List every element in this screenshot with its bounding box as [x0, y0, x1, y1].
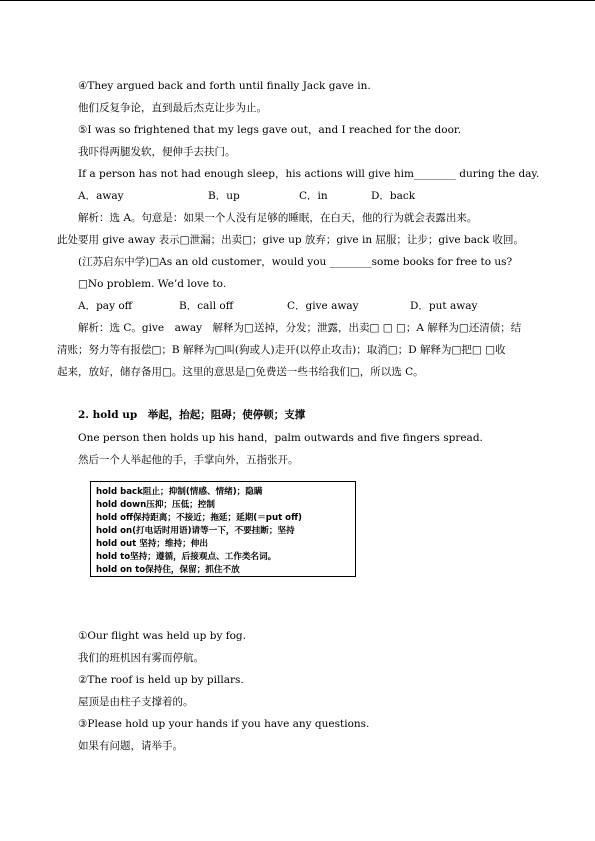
option-d: D．put away	[410, 300, 478, 312]
option-a: A．pay off	[78, 300, 133, 312]
phrase-hold-to: hold to坚持；遵循，后接观点、工作类名词。	[96, 552, 277, 562]
question-2-analysis-cont-2: 起来，放好，储存备用□。这里的意思是□免费送一些书给我们□，所以选 C。	[57, 366, 424, 378]
phrase-hold-back: hold back阻止；抑制(情感、情绪)；隐瞒	[96, 487, 263, 497]
example-5-english: ⑤I was so frightened that my legs gave out，and I reached for the door.	[78, 124, 462, 136]
example-5-chinese: 我吓得两腿发软，便伸手去扶门。	[78, 146, 236, 158]
option-c: C．give away	[287, 300, 359, 312]
question-1-analysis-cont: 此处要用 give away 表示□泄漏；出卖□；give up 放弃；give in 屈服；让步；give back 收回。	[57, 234, 525, 246]
phrase-hold-on: hold on(打电话时用语)请等一下，不要挂断；坚持	[96, 526, 295, 536]
question-2-text: (江苏启东中学)□As an old customer，would you ________some books for free to us?	[78, 256, 513, 268]
hold-up-example-chinese: 然后一个人举起他的手，手掌向外，五指张开。	[78, 454, 299, 466]
phrase-hold-out: hold out 坚持；维持；伸出	[96, 539, 208, 549]
hold-up-example-3-chinese: 如果有问题，请举手。	[78, 740, 183, 752]
hold-up-example-english: One person then holds up his hand，palm outwards and five fingers spread.	[78, 432, 483, 444]
question-1-text: If a person has not had enough sleep，his actions will give him________ during the day.	[78, 168, 540, 180]
option-b: B．call off	[179, 300, 234, 312]
phrase-hold-off: hold off保持距离；不接近；拖延；延期(＝put off)	[96, 513, 302, 523]
phrase-hold-down: hold down压抑；压低；控制	[96, 500, 215, 510]
option-c: C．in	[299, 190, 328, 202]
example-4-english: ④They argued back and forth until finally Jack gave in.	[78, 80, 371, 92]
question-2-analysis-cont: 清账；努力等有报偿□；B 解释为□叫(狗或人)走开(以停止攻击)；取消□；D 解释为□把□ □收	[57, 344, 506, 356]
option-a: A．away	[78, 190, 124, 202]
page-top-rule	[0, 0, 595, 1]
example-4-chinese: 他们反复争论，直到最后杰克让步为止。	[78, 102, 267, 114]
option-d: D．back	[371, 190, 416, 202]
question-2-analysis: 解析：选 C。give away 解释为□送掉，分发；泄露，出卖□ □ □；A 解释为□还清债；结	[78, 322, 522, 334]
hold-up-example-2-english: ②The roof is held up by pillars.	[78, 674, 244, 686]
hold-up-example-3-english: ③Please hold up your hands if you have any questions.	[78, 718, 370, 730]
hold-up-example-2-chinese: 屋顶是由柱子支撑着的。	[78, 696, 194, 708]
question-1-analysis: 解析：选 A。句意是：如果一个人没有足够的睡眠，在白天，他的行为就会表露出来。	[78, 212, 478, 224]
section-heading-hold-up: 2. hold up 举起，抬起；阻碍；使停顿；支撑	[78, 409, 306, 421]
phrase-box	[90, 481, 356, 577]
phrase-hold-on-to: hold on to保持住，保留；抓住不放	[96, 565, 240, 575]
hold-up-example-1-english: ①Our flight was held up by fog.	[78, 630, 246, 642]
option-b: B．up	[208, 190, 240, 202]
hold-up-example-1-chinese: 我们的班机因有雾而停航。	[78, 652, 204, 664]
question-2-reply: □No problem. We’d love to.	[78, 278, 227, 290]
